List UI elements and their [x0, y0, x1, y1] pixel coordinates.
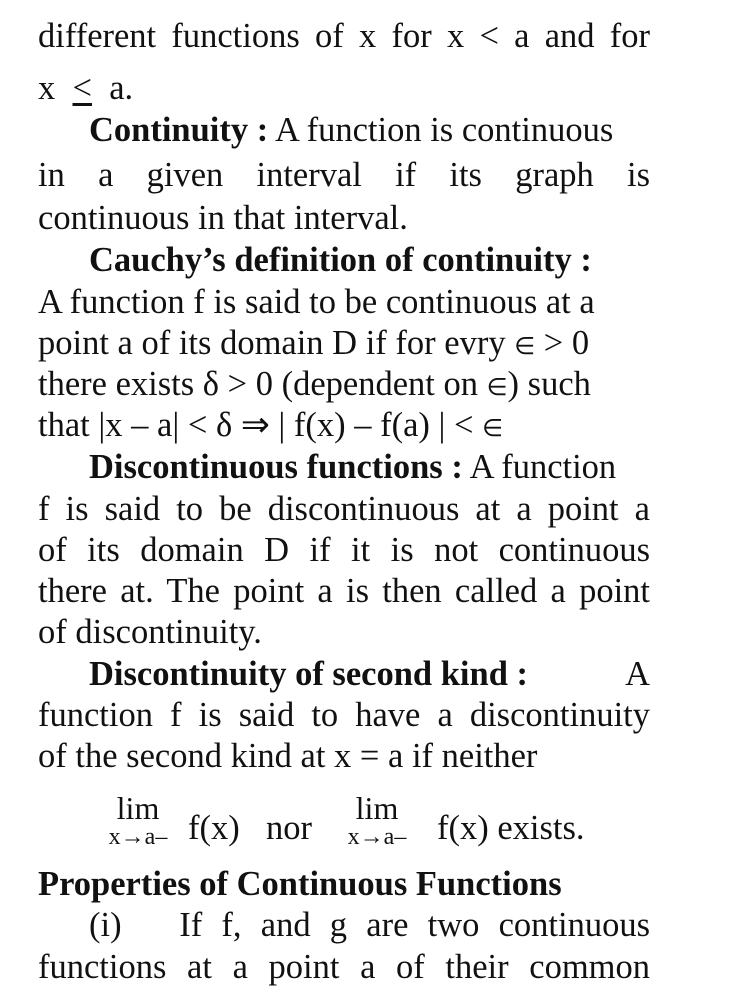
math-var: x	[38, 69, 56, 107]
text: A function	[462, 448, 617, 486]
text: there exists δ > 0 (dependent on	[38, 365, 479, 403]
text-line: f is said to be discontinuous at a point a	[38, 490, 650, 528]
text-line	[38, 323, 650, 367]
math-var: a.	[109, 69, 134, 107]
fx: f(x)	[188, 809, 240, 847]
epsilon-symbol: ∈	[514, 334, 536, 360]
text-line: of its domain D if it is not continuous	[38, 531, 650, 569]
text-line: there at. The point a is then called a point	[38, 572, 650, 610]
text-line	[38, 68, 650, 108]
leq-symbol: <	[72, 69, 92, 107]
text: that |x – a| < δ ⇒ | f(x) – f(a) | <	[38, 406, 474, 444]
limit-2	[335, 792, 419, 850]
heading-properties: Properties of Continuous Functions	[38, 865, 562, 903]
heading-second-kind: Discontinuity of second kind :	[89, 655, 528, 693]
epsilon-symbol: ∈	[482, 416, 504, 442]
heading-continuity: Continuity :	[89, 111, 269, 149]
text: ) such	[507, 365, 591, 403]
discontinuous-paragraph-start	[89, 447, 650, 487]
heading-cauchy: Cauchy’s definition of continuity :	[89, 241, 592, 279]
text: A function is continuous	[268, 111, 614, 149]
text-line: different functions of x for x < a and for	[38, 17, 650, 55]
heading-discontinuous: Discontinuous functions :	[89, 448, 463, 486]
fx-exists: f(x) exists.	[437, 809, 585, 847]
nor-word: nor	[266, 809, 312, 847]
text-line: of discontinuity.	[38, 613, 262, 651]
text-line: A function f is said to be continuous at a	[38, 283, 595, 321]
text-line: of the second kind at x = a if neither	[38, 737, 538, 775]
limit-1	[96, 792, 180, 850]
continuity-paragraph-start	[89, 110, 650, 150]
text-line	[38, 364, 650, 408]
text-line: in a given interval if its graph is	[38, 156, 650, 194]
text-line: function f is said to have a discontinuity	[38, 696, 650, 734]
text: A	[625, 655, 650, 693]
text-line: (i) If f, and g are two continuous	[89, 906, 650, 944]
text-line: continuous in that interval.	[38, 199, 408, 237]
lim-subscript: x→a–	[347, 824, 407, 850]
lim-label: lim	[355, 790, 399, 826]
text: point a of its domain D if for evry	[38, 324, 506, 362]
second-kind-paragraph-start	[89, 654, 650, 694]
epsilon-symbol: ∈	[486, 375, 508, 401]
text-line: functions at a point a of their common	[38, 948, 650, 986]
lim-subscript: x→a–	[108, 824, 168, 850]
text: > 0	[535, 324, 590, 362]
text-line	[38, 405, 650, 449]
lim-label: lim	[116, 790, 160, 826]
